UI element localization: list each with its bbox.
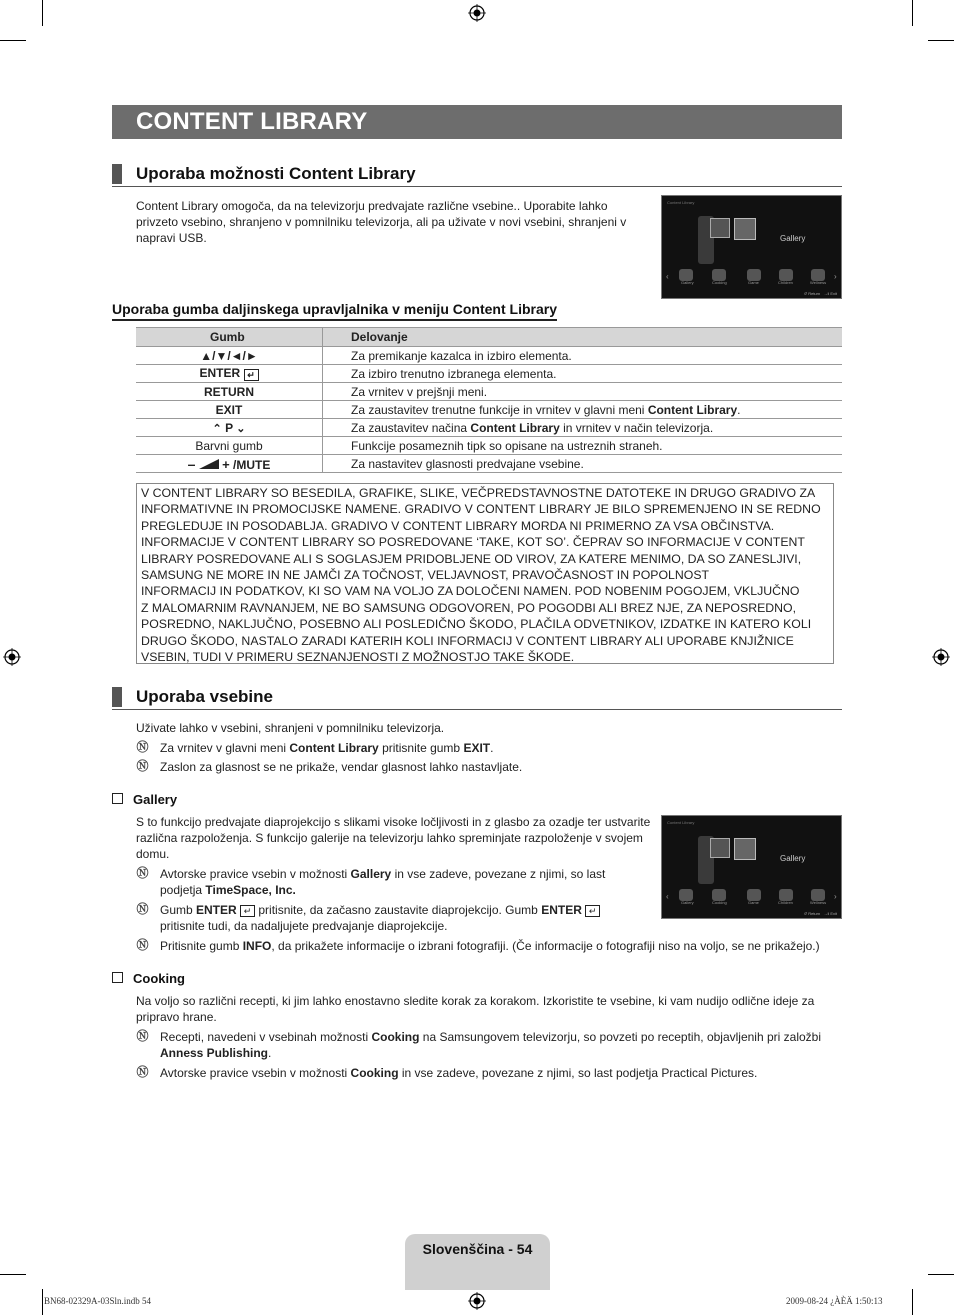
- gallery-label: Gallery: [780, 234, 806, 243]
- return-label: Return: [808, 291, 821, 296]
- menu-label: Gallery: [681, 900, 694, 905]
- table-row: [136, 401, 842, 419]
- note: [136, 1065, 842, 1081]
- column-header-action: Delovanje: [323, 328, 843, 347]
- right-arrow-icon: ›: [834, 272, 837, 281]
- crop-mark: [928, 1274, 954, 1275]
- thumbnail: [734, 218, 756, 240]
- section-heading-content-library: [112, 164, 842, 187]
- button-cell: [136, 419, 323, 437]
- page-title-bar: [112, 105, 842, 139]
- thumbnail: [710, 838, 730, 858]
- file-slug: BN68-02329A-03Sln.indb 54: [44, 1296, 152, 1306]
- menu-label: Cooking: [712, 280, 727, 285]
- section-title: Uporaba možnosti Content Library: [136, 164, 416, 183]
- menu-label: Children: [778, 900, 793, 905]
- checkbox-icon: [112, 972, 123, 983]
- note-text: Avtorske pravice vsebin v možnosti Gallery in vse zadeve, povezane z njimi, so last podjetja TimeSpace, Inc.: [160, 867, 606, 897]
- chevron-down-icon: ⌄: [236, 422, 246, 435]
- button-cell: [136, 365, 323, 383]
- page-number-tab: [405, 1234, 550, 1290]
- section-intro: Content Library omogoča, da na televizorju predvajate različne vsebine.. Uporabite lahko privzeto vsebino, shranjeno v pomnilniku televizorja, ali pa uživate v novi vsebini, shranjeni v napravi USB.: [136, 199, 627, 245]
- menu-label: Wellness: [810, 280, 827, 285]
- note-icon: Ⓝ: [136, 1029, 149, 1043]
- heading-marker: [112, 164, 122, 184]
- crop-mark: [0, 40, 26, 41]
- note-icon: Ⓝ: [136, 740, 149, 754]
- section-heading-content: [112, 687, 842, 710]
- section-title: Uporaba vsebine: [136, 687, 273, 706]
- crop-mark: [912, 1289, 913, 1315]
- action-bold: Content Library: [647, 402, 738, 417]
- page-title: CONTENT LIBRARY: [136, 108, 368, 135]
- registration-mark-icon: [932, 648, 950, 666]
- note: [136, 759, 842, 775]
- screenshot-footer: ↺ Return →‖ Exit: [803, 291, 837, 296]
- note-text: Gumb ENTER ↵ pritisnite, da začasno zaustavite diaprojekcijo. Gumb ENTER ↵ pritisnite tudi, da nadaljujete predvajanje diaprojekcije.: [160, 902, 630, 934]
- screenshot-footer: ↺ Return →‖ Exit: [803, 911, 837, 916]
- registration-mark-icon: [468, 1292, 486, 1310]
- table-header-row: [136, 328, 842, 347]
- note-icon: Ⓝ: [136, 902, 149, 916]
- note-text: Zaslon za glasnost se ne prikaže, vendar glasnost lahko nastavljate.: [160, 760, 523, 774]
- menu-label: Children: [778, 280, 793, 285]
- tv-screenshot: [661, 815, 842, 919]
- note-text: Recepti, navedeni v vsebinah možnosti Cooking na Samsungovem televizorju, so povzeti po receptih, objavljenih pri založbi Anness Publishing.: [160, 1030, 822, 1060]
- note-text: Avtorske pravice vsebin v možnosti Cooking in vse zadeve, povezane z njimi, so last podjetja Practical Pictures.: [160, 1066, 758, 1080]
- tv-screenshot: [661, 195, 842, 299]
- cooking-body: Na voljo so različni recepti, ki jim lahko enostavno sledite korak za korakom. Izkoristite te vsebine, ki vam nudijo odlične ideje za pripravo hrane.: [136, 994, 815, 1024]
- crop-mark: [42, 1289, 43, 1315]
- note-icon: Ⓝ: [136, 866, 149, 880]
- date-slug: 2009-08-24 ¿ÀÈÄ 1:50:13: [786, 1296, 883, 1306]
- button-cell: Barvni gumb: [136, 437, 323, 455]
- chevron-up-icon: ⌃: [212, 422, 222, 435]
- note-text: Za vrnitev v glavni meni Content Library pritisnite gumb EXIT.: [160, 741, 494, 755]
- thumbnail: [734, 838, 756, 860]
- note: [136, 866, 636, 898]
- section-intro: Uživate lahko v vsebini, shranjeni v pomnilniku televizorja.: [136, 721, 445, 735]
- column-header-button: Gumb: [136, 328, 323, 347]
- note: [136, 938, 842, 954]
- screenshot-header: Content Library: [667, 820, 695, 825]
- gallery-heading-text: Gallery: [133, 792, 178, 807]
- registration-mark-icon: [3, 648, 21, 666]
- button-cell: ▲/▼/◄/►: [136, 347, 323, 365]
- table-row: [136, 437, 842, 455]
- table-row: [136, 365, 842, 383]
- action-cell: [323, 419, 843, 437]
- crop-mark: [928, 40, 954, 41]
- button-cell: EXIT: [136, 401, 323, 419]
- page-number: Slovenščina - 54: [422, 1241, 533, 1257]
- gallery-label: Gallery: [780, 854, 806, 863]
- crop-mark: [42, 0, 43, 26]
- menu-label: Game: [748, 280, 759, 285]
- mute-label: /MUTE: [233, 457, 271, 472]
- volume-icon: [199, 459, 219, 469]
- menu-label: Wellness: [810, 900, 827, 905]
- heading-marker: [112, 687, 122, 707]
- note-icon: Ⓝ: [136, 938, 149, 952]
- action-text: .: [737, 402, 741, 417]
- note: [136, 740, 842, 756]
- left-arrow-icon: ‹: [666, 272, 669, 281]
- note: [136, 902, 636, 934]
- crop-mark: [912, 0, 913, 26]
- table-row: [136, 383, 842, 401]
- right-arrow-icon: ›: [834, 892, 837, 901]
- action-cell: Za vrnitev v prejšnji meni.: [323, 383, 843, 401]
- menu-label: Gallery: [681, 280, 694, 285]
- action-text: in vrnitev v način televizorja.: [559, 420, 714, 435]
- action-text: Za zaustavitev trenutne funkcije in vrnitev v glavni meni: [351, 402, 648, 417]
- enter-icon: ↵: [244, 369, 259, 381]
- volume-plus-icon: +: [222, 456, 230, 472]
- registration-mark-icon: [468, 4, 486, 22]
- gallery-heading: [112, 792, 177, 807]
- left-arrow-icon: ‹: [666, 892, 669, 901]
- screenshot-header: Content Library: [667, 200, 695, 205]
- action-cell: Za premikanje kazalca in izbiro elementa.: [323, 347, 843, 365]
- channel-label: P: [225, 420, 233, 435]
- action-text: Za zaustavitev načina: [351, 420, 471, 435]
- table-row: [136, 347, 842, 365]
- action-cell: [323, 401, 843, 419]
- button-cell: [136, 455, 323, 473]
- crop-mark: [0, 1274, 26, 1275]
- table-row: [136, 419, 842, 437]
- note-icon: Ⓝ: [136, 759, 149, 773]
- thumbnail: [710, 218, 730, 238]
- exit-label: Exit: [830, 291, 837, 296]
- cooking-heading-text: Cooking: [133, 971, 185, 986]
- note-text: Pritisnite gumb INFO, da prikažete informacije o izbrani fotografiji. (Če informacije o fotografiji niso na voljo, se ne prikažejo.): [160, 939, 820, 953]
- volume-minus-icon: –: [187, 455, 196, 472]
- menu-label: Game: [748, 900, 759, 905]
- gallery-body: S to funkcijo predvajate diaprojekcijo s slikami visoke ločljivosti in z glasbo za ozadje ter ustvarite različna razpoloženja. S funkcijo galerije na televizorju lahko spreminjate razpoloženje v svojem domu.: [136, 815, 651, 861]
- enter-icon: ↵: [240, 905, 255, 917]
- action-cell: Za izbiro trenutno izbranega elementa.: [323, 365, 843, 383]
- action-bold: Content Library: [470, 420, 560, 435]
- table-row: [136, 455, 842, 473]
- note: [136, 1029, 842, 1061]
- remote-heading: Uporaba gumba daljinskega upravljalnika v meniju Content Library: [112, 301, 557, 321]
- action-cell: Funkcije posameznih tipk so opisane na ustreznih straneh.: [323, 437, 843, 455]
- enter-icon: ↵: [585, 905, 600, 917]
- button-cell: RETURN: [136, 383, 323, 401]
- cooking-heading: [112, 971, 185, 986]
- exit-label: Exit: [830, 911, 837, 916]
- disclaimer-box: V CONTENT LIBRARY SO BESEDILA, GRAFIKE, SLIKE, VEČPREDSTAVNOSTNE DATOTEKE IN DRUGO GRADIVO ZA INFORMATIVNE IN PROMOCIJSKE NAMENE. GRADIVO V CONTENT LIBRARY JE BILO SPREMENJENO IN SE REDNO PREGLEDUJE IN POSODABLJA. GRADIVO V CONTENT LIBRARY MORDA NI PRIMERNO ZA VSA OBČINSTVA. INFORMACIJE V CONTENT LIBRARY SO POSREDOVANE ‘TAKE, KOT SO’. ČEPRAV SO INFORMACIJE V CONTENT LIBRARY POSREDOVANE ALI S SOGLASJEM PRIDOBLJENE OD VIROV, ZA KATERE MENIMO, DA SO ZANESLJIVI, SAMSUNG NE MORE IN NE JAMČI ZA TOČNOST, VELJAVNOST, PRAVOČASNOST IN POPOLNOST INFORMACIJ IN PODATKOV, KI SO VAM NA VOLJO ZA DOLOČENI NAMEN. POD NOBENIM POGOJEM, VKLJUČNO Z MALOMARNIM RAVNANJEM, NE BO SAMSUNG ODGOVOREN, PO POGODBI ALI BREZ NJE, ZA NEPOSREDNO, POSREDNO, NAKLJUČNO, POSEBNO ALI POSLEDIČNO ŠKODO, PLAČILA ODVETNIKOV, IZDATKE IN KATERO KOLI DRUGO ŠKODO, NASTALO ZARADI KATERIH KOLI INFORMACIJ V CONTENT LIBRARY ALI UPORABE KNJIŽNICE VSEBIN, TUDI V PRIMERU SEZNANJENOSTI Z MOŽNOSTJO TAKE ŠKODE.: [136, 483, 834, 664]
- remote-buttons-table: [136, 327, 842, 473]
- enter-label: ENTER: [199, 366, 241, 380]
- note-icon: Ⓝ: [136, 1065, 149, 1079]
- menu-label: Cooking: [712, 900, 727, 905]
- action-cell: Za nastavitev glasnosti predvajane vsebine.: [323, 455, 843, 473]
- return-label: Return: [808, 911, 821, 916]
- checkbox-icon: [112, 793, 123, 804]
